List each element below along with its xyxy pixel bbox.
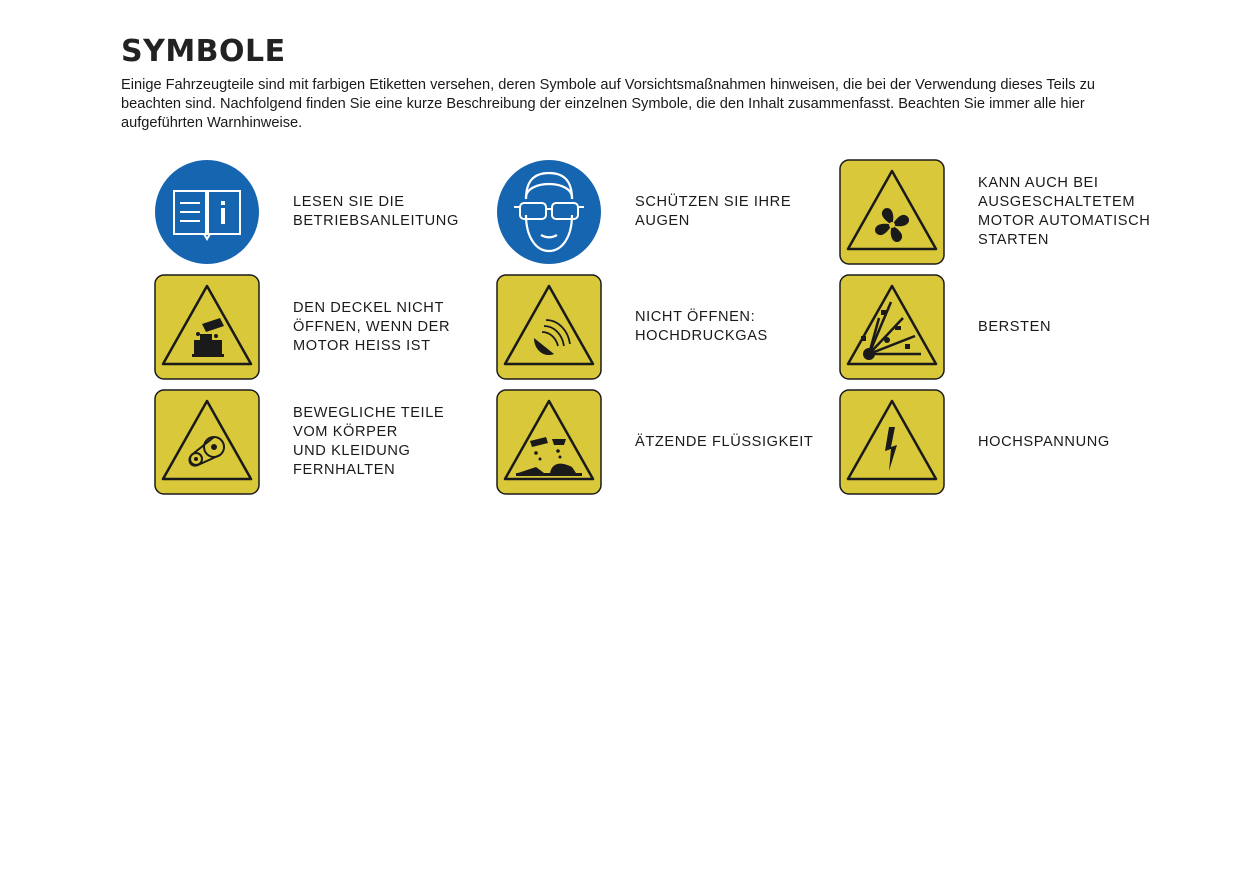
read-manual-icon [154,159,260,265]
symbol-label-eye-protection: SCHÜTZEN SIE IHRE AUGEN [635,194,792,229]
eye-protection-icon [496,159,602,265]
page-title: SYMBOLE [121,34,286,69]
corrosive-liquid-icon [496,389,602,495]
symbol-label-explosion: BERSTEN [978,318,1052,335]
symbol-label-high-voltage: HOCHSPANNUNG [978,433,1110,450]
symbol-label-moving-parts: BEWEGLICHE TEILE VOM KÖRPER UND KLEIDUNG FERNHALTEN [293,405,445,478]
explosion-icon [839,274,945,380]
hot-cap-icon [154,274,260,380]
high-pressure-gas-icon [496,274,602,380]
symbol-label-high-pressure-gas: NICHT ÖFFNEN: HOCHDRUCKGAS [635,309,768,344]
intro-paragraph: Einige Fahrzeugteile sind mit farbigen Etiketten versehen, deren Symbole auf Vorsichtsmaßnahmen hinweisen, die bei der Verwendung dieses Teils zu beachten sind. Nachfolgend finden Sie eine kurze Beschreibung der einzelnen Symbole, die den Inhalt zusammenfasst. Beachten Sie immer alle hier aufgeführten Warnhinweise. [121,77,1096,131]
auto-start-fan-icon [839,159,945,265]
moving-parts-icon [154,389,260,495]
symbol-label-auto-start: KANN AUCH BEI AUSGESCHALTETEM MOTOR AUTOMATISCH STARTEN [978,175,1151,248]
symbol-label-corrosive: ÄTZENDE FLÜSSIGKEIT [635,433,814,450]
symbol-label-hot-cap: DEN DECKEL NICHT ÖFFNEN, WENN DER MOTOR HEISS IST [293,299,451,354]
high-voltage-icon [839,389,945,495]
symbol-label-read-manual: LESEN SIE DIE BETRIEBSANLEITUNG [293,194,459,229]
